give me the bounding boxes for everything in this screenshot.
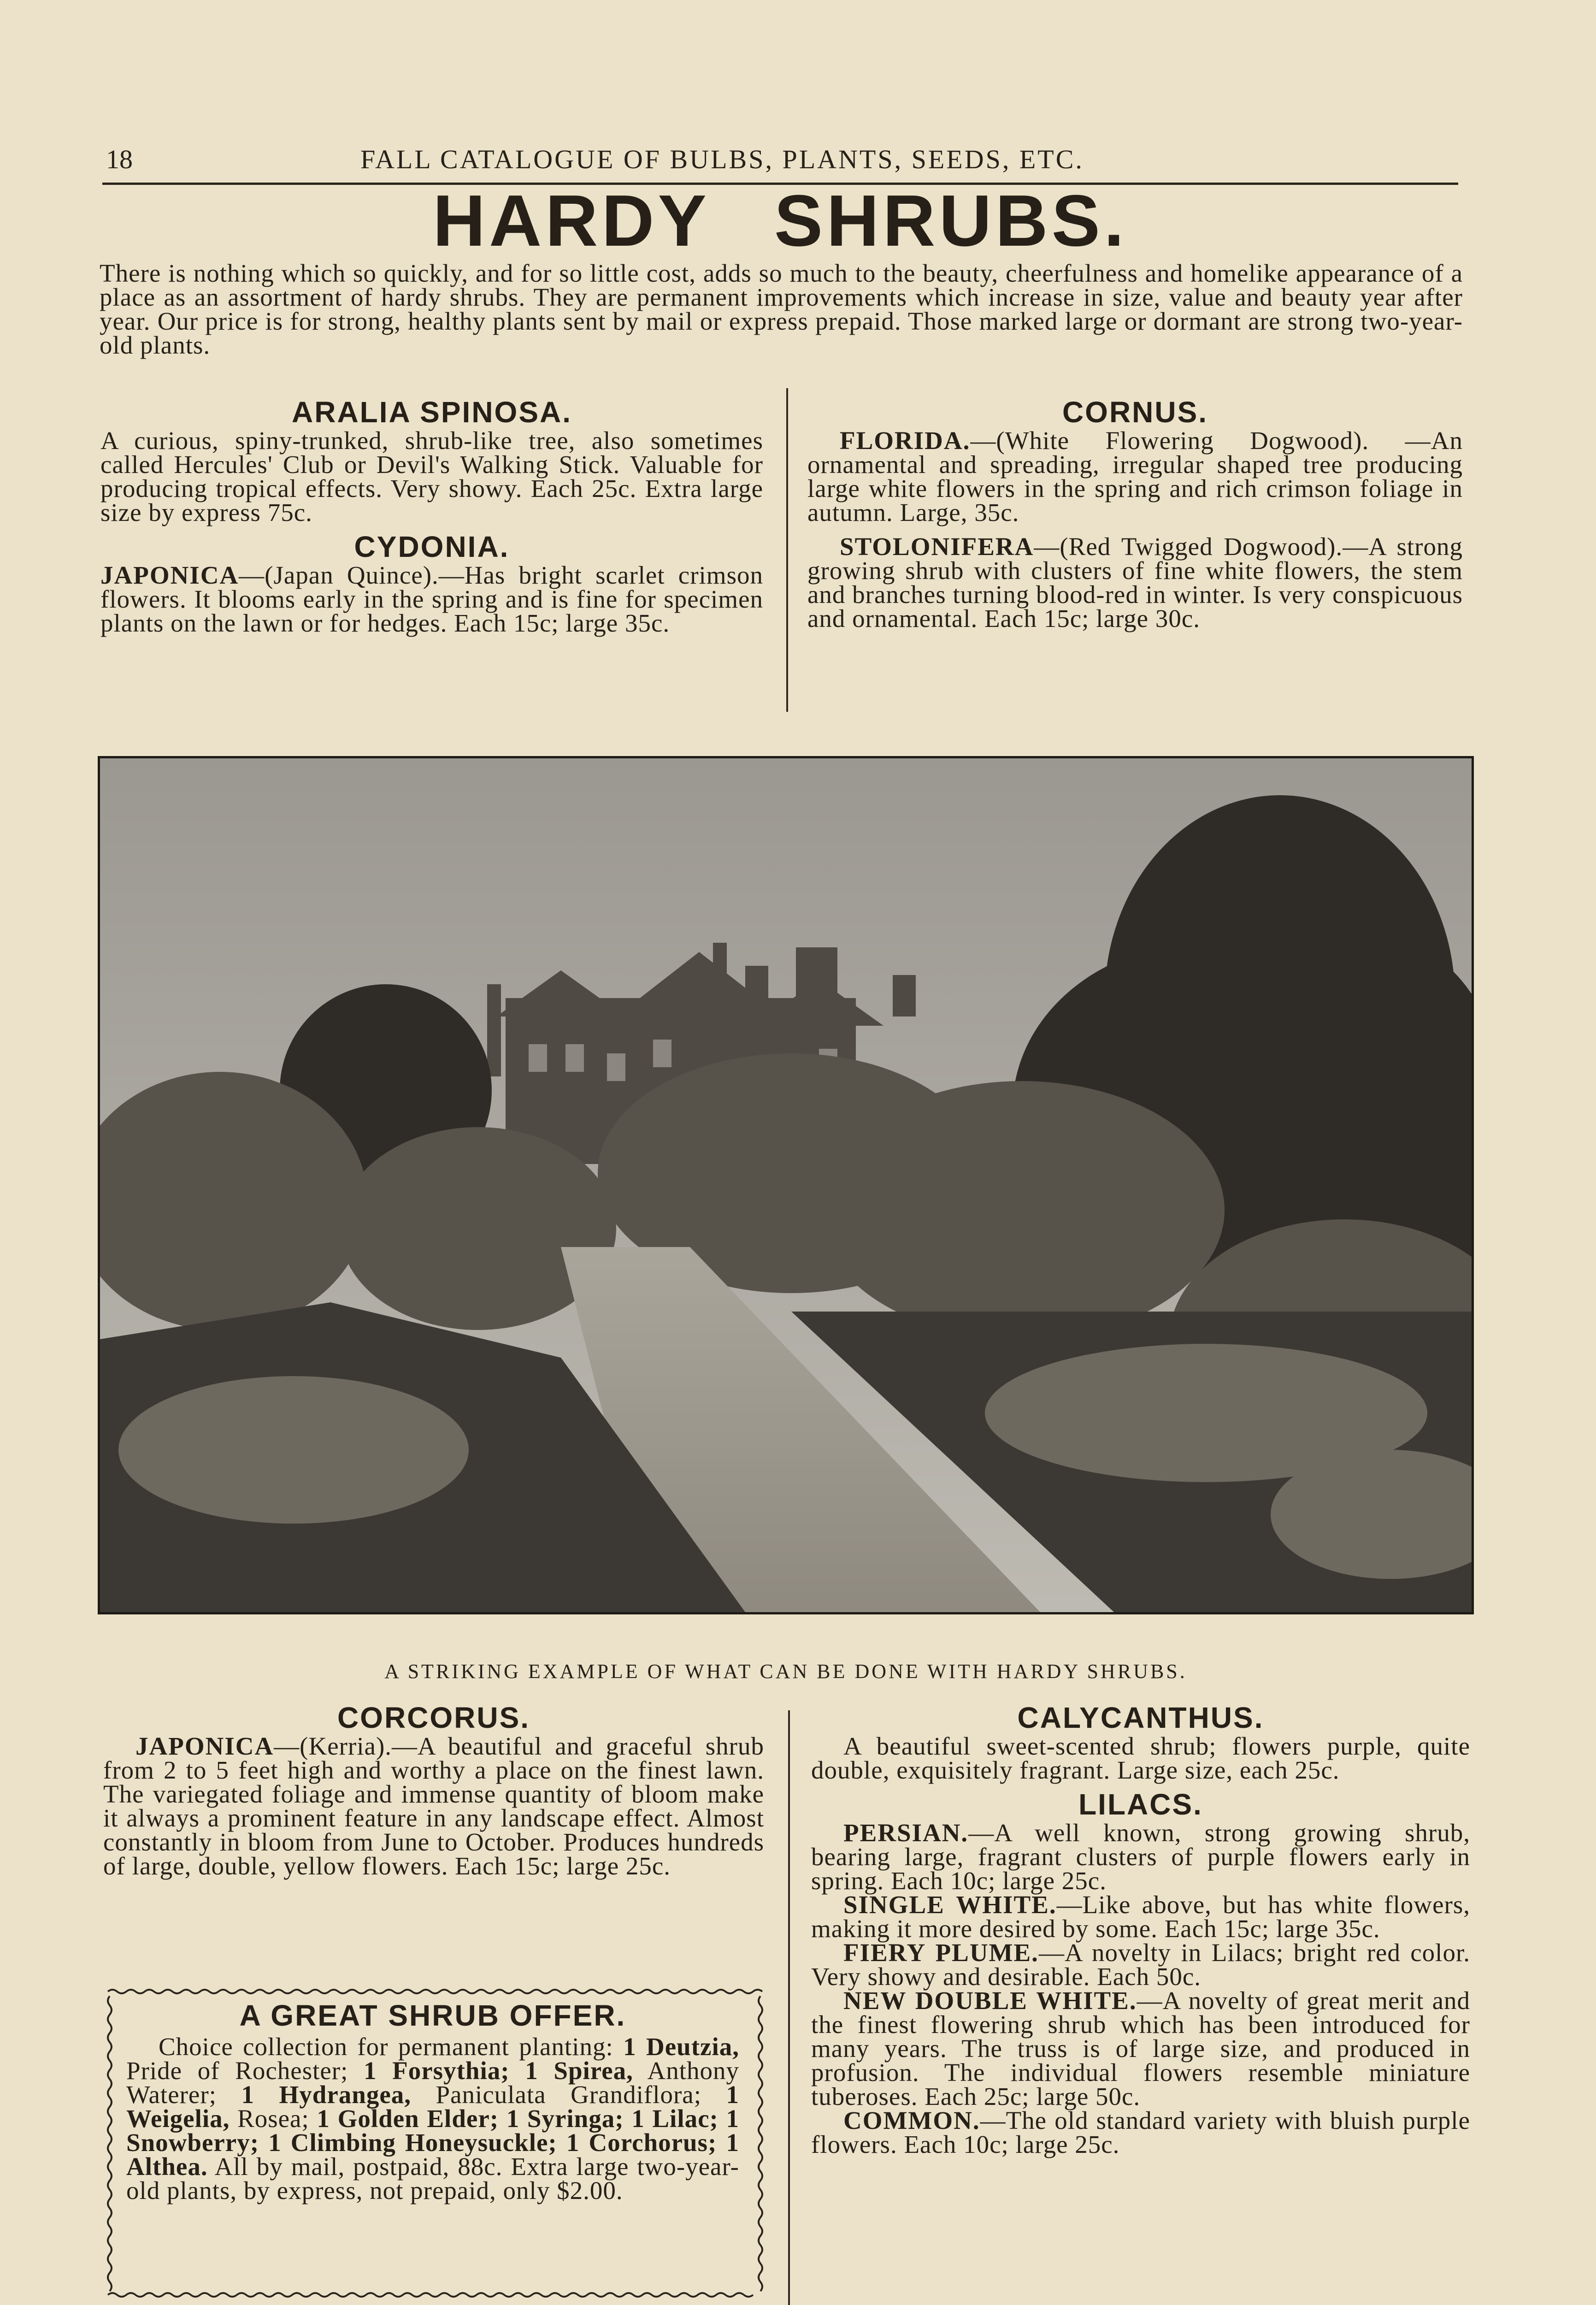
top-left-column — [100, 396, 763, 635]
shrub-offer-box — [103, 1987, 767, 2300]
corcorus-heading: CORCORUS. — [337, 1701, 530, 1734]
lilac-fiery-plume-name: FIERY PLUME. — [843, 1939, 1039, 1967]
cornus-florida-entry — [807, 426, 1463, 526]
calycanthus-text: A beautiful sweet-scented shrub; flowers purple, quite double, exquisitely fragrant. Large size, each 25c. — [811, 1732, 1470, 1784]
photo-caption: A STRIKING EXAMPLE OF WHAT CAN BE DONE WITH HARDY SHRUBS. — [384, 1660, 1187, 1683]
offer-text-part: Choice collection for permanent planting: — [159, 2033, 624, 2061]
lilac-single-white-text: —Like above, but has white flowers, making it more desired by some. Each 15c; large 35c. — [811, 1891, 1470, 1943]
lilac-common-entry — [811, 2106, 1470, 2158]
cydonia-japonica-name: JAPONICA — [100, 561, 239, 589]
lilacs-heading: LILACS. — [1078, 1788, 1203, 1821]
offer-text-part: Pride of Rochester; — [126, 2057, 364, 2085]
lilac-persian-name: PERSIAN. — [843, 1819, 969, 1847]
offer-content — [126, 1999, 739, 2203]
lilac-common-name: COMMON. — [843, 2106, 980, 2134]
lilac-new-double-white-entry — [811, 1986, 1471, 2110]
aralia-heading: ARALIA SPINOSA. — [292, 396, 572, 429]
lilac-fiery-plume-entry — [811, 1941, 1470, 1989]
cornus-stolonifera-name: STOLONIFERA — [840, 532, 1034, 561]
cornus-stolonifera-entry — [807, 532, 1463, 632]
offer-item: 1 Forsythia; 1 Spirea, — [364, 2057, 633, 2085]
page-title: HARDY SHRUBS. — [433, 180, 1128, 261]
garden-photograph — [98, 756, 1474, 1614]
lilac-persian-text: —A well known, strong growing shrub, bearing large, fragrant clusters of purple flowers early in spring. Each 10c; large 25c. — [811, 1819, 1470, 1895]
running-title: FALL CATALOGUE OF BULBS, PLANTS, SEEDS, ETC. — [360, 144, 1084, 174]
aralia-text: A curious, spiny-trunked, shrub-like tree, also sometimes called Hercules' Club or Devil's Walking Stick. Valuable for producing tropical effects. Very showy. Each 25c. Extra large size by express 75c. — [100, 426, 763, 526]
offer-text-part: Anthony Waterer; — [126, 2057, 739, 2109]
corcorus-japonica-entry — [103, 1734, 764, 1878]
lilac-new-double-white-name: NEW DOUBLE WHITE. — [843, 1986, 1137, 2015]
cornus-florida-name: FLORIDA. — [840, 426, 971, 455]
offer-heading: A GREAT SHRUB OFFER. — [239, 1999, 626, 2032]
cornus-stolonifera-text: —(Red Twigged Dogwood).—A strong growing shrub with clusters of fine white flowers, the stem and branches turning blood-red in winter. Is very conspicuous and ornamental. Each 15c; large 30c. — [807, 532, 1463, 632]
cydonia-japonica-entry — [100, 563, 763, 635]
lilac-single-white-name: SINGLE WHITE. — [843, 1891, 1057, 1919]
offer-text-part: All by mail, postpaid, 88c. Extra large two-year-old plants, by express, not prepaid, only $2.00. — [126, 2152, 739, 2205]
cornus-florida-text: —(White Flowering Dogwood). —An ornamental and spreading, irregular shaped tree producing large white flowers in the spring and rich crimson foliage in autumn. Large, 35c. — [807, 426, 1463, 526]
corcorus-japonica-name: JAPONICA — [135, 1732, 274, 1760]
offer-text-part: Paniculata Grandiflora; — [411, 2080, 726, 2109]
cydonia-heading: CYDONIA. — [354, 530, 510, 563]
running-header — [102, 138, 1458, 185]
bottom-column-divider — [788, 1710, 790, 2305]
calycanthus-heading: CALYCANTHUS. — [1017, 1701, 1264, 1734]
cornus-heading: CORNUS. — [1062, 396, 1208, 429]
bottom-right-column — [811, 1701, 1470, 2157]
cydonia-japonica-text: —(Japan Quince).—Has bright scarlet crimson flowers. It blooms early in the spring and is fine for specimen plants on the lawn or for hedges. Each 15c; large 35c. — [100, 561, 763, 637]
lilac-single-white-entry — [811, 1893, 1470, 1941]
lilac-persian-entry — [811, 1821, 1470, 1893]
top-column-divider — [786, 388, 788, 712]
lilac-common-text: —The old standard variety with bluish purple flowers. Each 10c; large 25c. — [811, 2106, 1470, 2158]
intro-paragraph: There is nothing which so quickly, and for so little cost, adds so much to the beauty, cheerfulness and homelike appearance of a place as an assortment of hardy shrubs. They are permanent improvements which increase in size, value and beauty year after year. Our price is for strong, healthy plants sent by mail or express prepaid. Those marked large or dormant are strong two-year-old plants. — [100, 259, 1463, 359]
lilac-fiery-plume-text: —A novelty in Lilacs; bright red color. Very showy and desirable. Each 50c. — [811, 1939, 1470, 1991]
offer-item: 1 Deutzia, — [623, 2033, 739, 2061]
offer-item: 1 Golden Elder; 1 Syringa; 1 Lilac; 1 Snowberry; 1 Climbing Honeysuckle; 1 Corchorus; 1 Althea. — [126, 2104, 739, 2181]
garden-scene-illustration — [100, 758, 1472, 1612]
bottom-left-column — [103, 1701, 764, 1878]
top-right-column — [807, 396, 1463, 631]
offer-text-part: Rosea; — [230, 2104, 317, 2133]
corcorus-japonica-text: —(Kerria).—A beautiful and graceful shrub from 2 to 5 feet high and worthy a place on the finest lawn. The variegated foliage and immense quantity of bloom make it always a prominent feature in any landscape effect. Almost constantly in bloom from June to October. Produces hundreds of large, double, yellow flowers. Each 15c; large 25c. — [103, 1732, 764, 1880]
page-number: 18 — [106, 144, 133, 174]
offer-item: 1 Weigelia, — [126, 2080, 740, 2133]
lilac-new-double-white-text: —A novelty of great merit and the finest flowering shrub which has been introduced for many years. The truss is of large size, and produced in profusion. The individual flowers resemble miniature tuberoses. Each 25c; large 50c. — [811, 1986, 1471, 2110]
offer-item: 1 Hydrangea, — [241, 2080, 412, 2109]
offer-text — [126, 2035, 739, 2203]
